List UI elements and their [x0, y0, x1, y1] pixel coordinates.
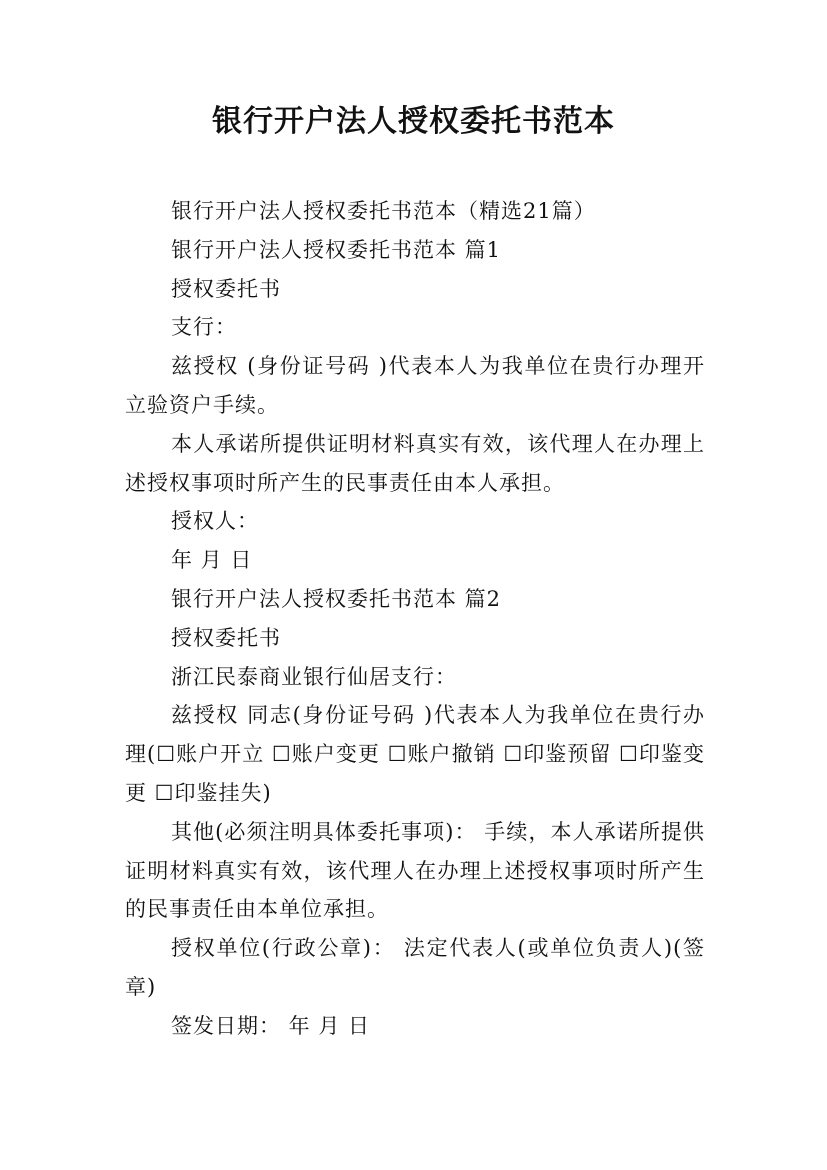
paragraph-authorization-2: 兹授权 同志(身份证号码 )代表本人为我单位在贵行办理(☐账户开立 ☐账户变更 ☐账户撤销 ☐印鉴预留 ☐印鉴变更 ☐印鉴挂失) — [125, 703, 705, 805]
paragraph-issue-date-2: 签发日期： 年 月 日 — [171, 1013, 371, 1038]
paragraph-section-heading-1: 银行开户法人授权委托书范本 篇1 — [171, 237, 502, 262]
paragraph-date-1: 年 月 日 — [171, 548, 253, 573]
paragraph-letter-title-1: 授权委托书 — [171, 276, 281, 301]
paragraph-subtitle: 银行开户法人授权委托书范本（精选21篇） — [171, 199, 596, 223]
paragraph-addressee-2: 浙江民泰商业银行仙居支行： — [171, 664, 457, 689]
paragraph-commitment-1: 本人承诺所提供证明材料真实有效，该代理人在办理上述授权事项时所产生的民事责任由本人承担。 — [125, 431, 705, 495]
paragraph-addressee-1: 支行： — [171, 315, 237, 340]
paragraph-authorizing-unit-2: 授权单位(行政公章)： 法定代表人(或单位负责人)(签章) — [125, 936, 705, 999]
paragraph-section-heading-2: 银行开户法人授权委托书范本 篇2 — [171, 586, 502, 611]
paragraph-authorizer-1: 授权人： — [171, 509, 259, 534]
paragraph-letter-title-2: 授权委托书 — [171, 625, 281, 650]
document-body — [125, 192, 705, 1046]
paragraph-authorization-1: 兹授权 (身份证号码 )代表本人为我单位在贵行办理开立验资户手续。 — [125, 354, 705, 417]
paragraph-other-matters-2: 其他(必须注明具体委托事项)： 手续，本人承诺所提供证明材料真实有效，该代理人在办理上述授权事项时所产生的民事责任由本单位承担。 — [125, 819, 705, 922]
document-title: 银行开户法人授权委托书范本 — [212, 104, 615, 139]
